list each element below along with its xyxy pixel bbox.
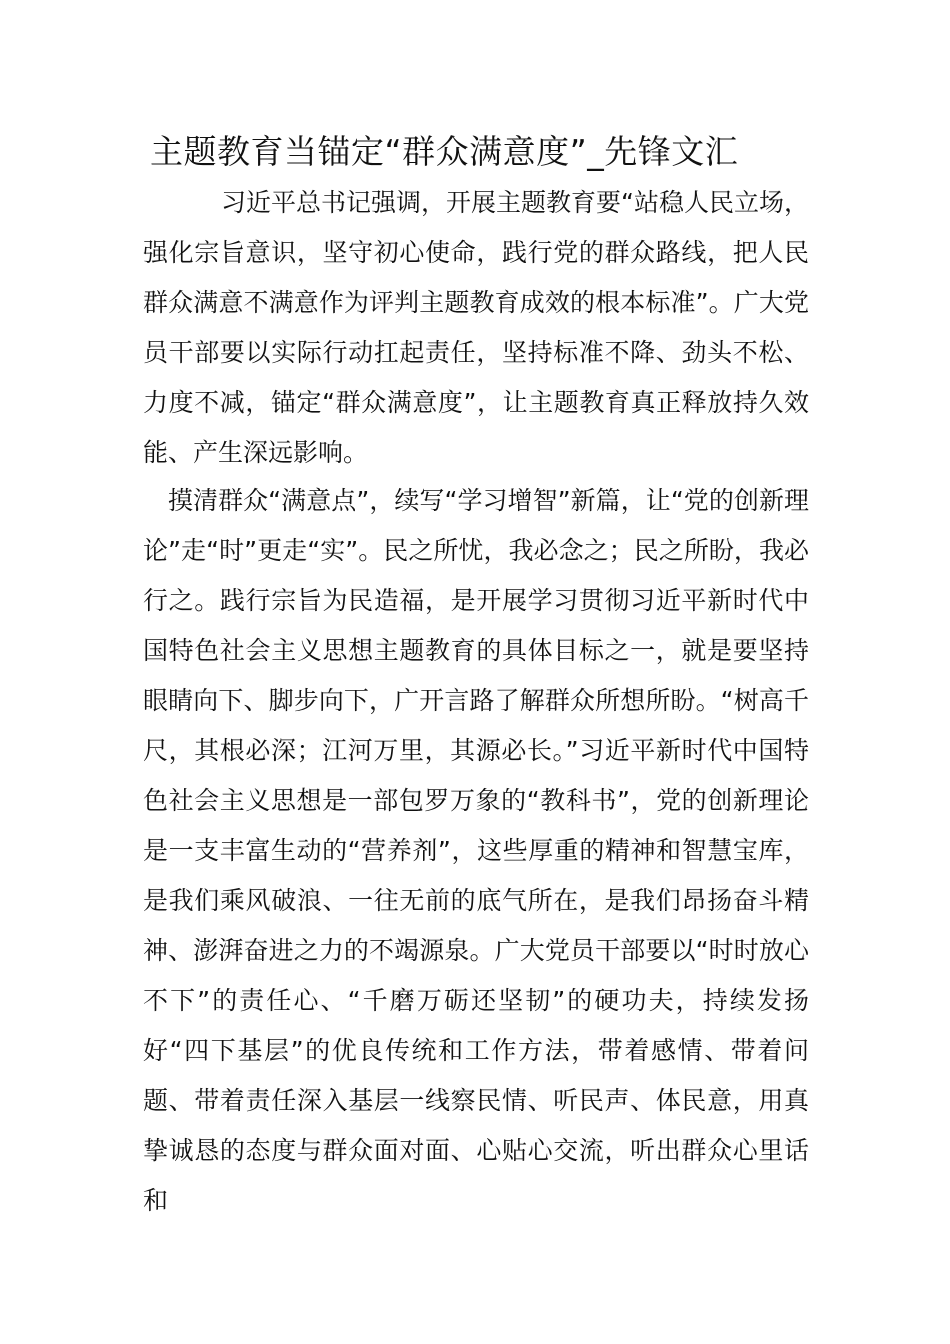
document-title: 主题教育当锚定“群众满意度”_先锋文汇 — [150, 132, 739, 171]
paragraph-1: 习近平总书记强调，开展主题教育要“站稳人民立场，强化宗旨意识，坚守初心使命，践行党的群众路线，把人民群众满意不满意作为评判主题教育成效的根本标准”。广大党员干部要以实际行动扛起责任，坚持标准不降、劲头不松、力度不减，锚定“群众满意度”，让主题教育真正释放持久效能、产生深远影响。 — [143, 188, 809, 467]
paragraph-2: 摸清群众“满意点”，续写“学习增智”新篇，让“党的创新理论”走“时”更走“实”。民之所忧，我必念之；民之所盼，我必行之。践行宗旨为民造福，是开展学习贯彻习近平新时代中国特色社会主义思想主题教育的具体目标之一，就是要坚持眼睛向下、脚步向下，广开言路了解群众所想所盼。“树高千尺，其根必深；江河万里，其源必长。”习近平新时代中国特色社会主义思想是一部包罗万象的“教科书”，党的创新理论是一支丰富生动的“营养剂”，这些厚重的精神和智慧宝库，是我们乘风破浪、一往无前的底气所在，是我们昂扬奋斗精神、澎湃奋进之力的不竭源泉。广大党员干部要以“时时放心不下”的责任心、“千磨万砺还坚韧”的硬功夫，持续发扬好“四下基层”的优良传统和工作方法，带着感情、带着问题、带着责任深入基层一线察民情、听民声、体民意，用真挚诚恳的态度与群众面对面、心贴心交流，听出群众心里话和 — [143, 486, 809, 1215]
